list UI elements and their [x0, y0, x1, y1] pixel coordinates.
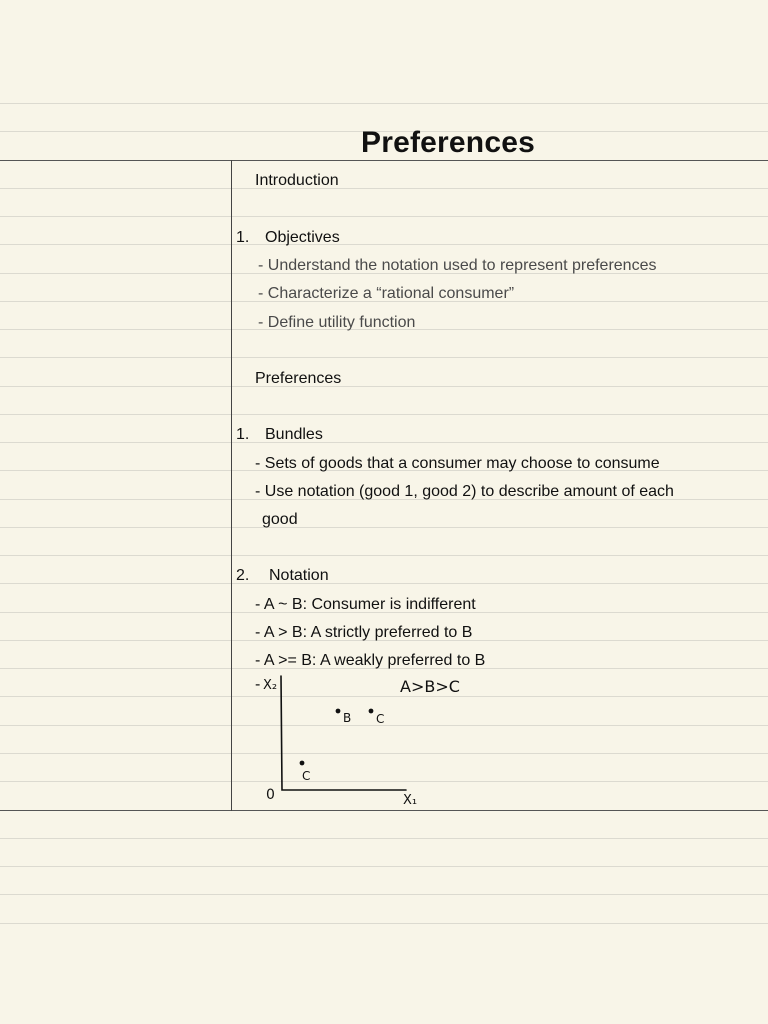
objectives-number: 1.: [236, 229, 250, 246]
point-b: [336, 709, 341, 714]
bundles-number: 1.: [236, 426, 250, 443]
bundles-item: - Sets of goods that a consumer may choose to consume: [255, 455, 660, 472]
intro-heading: Introduction: [255, 172, 339, 189]
origin-label: 0: [266, 787, 275, 803]
notation-number: 2.: [236, 567, 250, 584]
bundles-heading: Bundles: [265, 426, 323, 443]
bundles-item-continued: good: [262, 511, 298, 528]
preference-relation: A>B>C: [400, 677, 460, 696]
point-c: [369, 709, 374, 714]
objectives-item: - Define utility function: [258, 314, 416, 331]
objectives-item: - Characterize a “rational consumer”: [258, 285, 515, 302]
preferences-heading: Preferences: [255, 370, 342, 387]
bundles-item: - Use notation (good 1, good 2) to describe amount of each: [255, 483, 674, 500]
notation-item: - A ~ B: Consumer is indifferent: [255, 596, 476, 613]
point-c-label: C: [376, 712, 385, 726]
objectives-item: - Understand the notation used to represent preferences: [258, 257, 657, 274]
page-title: Preferences: [361, 126, 535, 159]
point-c-lower-label: C: [302, 769, 311, 783]
notation-heading: Notation: [269, 567, 329, 584]
point-c-lower: [300, 761, 305, 766]
notation-item: - A >= B: A weakly preferred to B: [255, 652, 486, 669]
objectives-heading: Objectives: [265, 229, 340, 246]
y-axis-label: X₂: [263, 678, 278, 693]
point-b-label: B: [343, 711, 352, 725]
axes: [281, 676, 406, 790]
notation-item: - A > B: A strictly preferred to B: [255, 624, 473, 641]
x-axis-label: X₁: [403, 793, 418, 808]
notation-item: -: [255, 676, 261, 693]
